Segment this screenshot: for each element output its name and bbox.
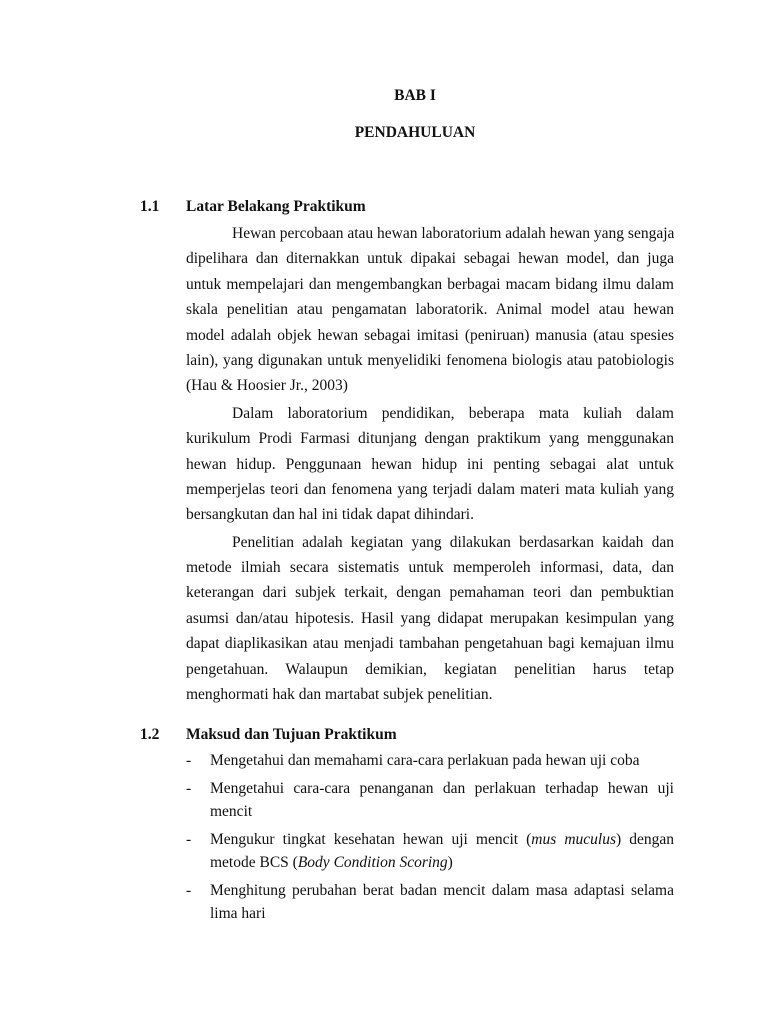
text-segment: lima hari <box>210 905 266 922</box>
paragraph-line: asumsi dan/atau hipotesis. Hasil yang didapat merupakan kesimpulan yang <box>186 609 674 627</box>
list-item-line <box>210 749 674 773</box>
paragraph-line: keterangan dari subjek terkait, dengan pemahaman teori dan pembuktian <box>186 584 674 602</box>
paragraph-line: Penelitian adalah kegiatan yang dilakukan berdasarkan kaidah dan <box>232 533 674 551</box>
paragraph-line: pengetahuan. Walaupun demikian, kegiatan penelitian harus tetap <box>186 660 674 678</box>
list-item-line <box>210 902 674 926</box>
italic-term: Body Condition Scoring <box>297 854 448 871</box>
paragraph-line: skala penelitian atau pengamatan laboratorik. Animal model atau hewan <box>186 301 674 319</box>
section-number: 1.2 <box>140 726 160 743</box>
section-number: 1.1 <box>140 198 160 215</box>
paragraph <box>186 530 674 708</box>
paragraph-line: hewan hidup. Penggunaan hewan hidup ini penting sebagai alat untuk <box>186 455 674 473</box>
paragraph-line: Hewan percobaan atau hewan laboratorium adalah hewan yang sengaja <box>232 225 675 242</box>
section-body <box>186 221 674 709</box>
paragraph-line: dapat diaplikasikan atau menjadi tambahan pengetahuan bagi kemajuan ilmu <box>186 635 674 653</box>
section-heading: Maksud dan Tujuan Praktikum <box>186 726 397 743</box>
paragraph-line: bersangkutan dan hal ini tidak dapat dihindari. <box>186 506 474 524</box>
list-item-line <box>210 879 674 903</box>
text-segment: ) <box>447 854 453 871</box>
paragraph-line: kurikulum Prodi Farmasi ditunjang dengan praktikum yang menggunakan <box>186 430 674 448</box>
text-segment: mencit <box>210 803 253 820</box>
bullet-dash: - <box>186 779 192 797</box>
paragraph <box>186 221 674 399</box>
list-item-line <box>210 828 674 852</box>
paragraph-line: dipelihara dan diternakkan untuk dipakai sebagai hewan model, dan juga <box>186 250 674 268</box>
paragraph-line: metode ilmiah secara sistematis untuk memperoleh informasi, data, dan <box>186 559 674 577</box>
list-item-line <box>210 851 674 875</box>
text-segment: metode BCS ( <box>210 854 298 871</box>
text-segment: Mengukur tingkat kesehatan hewan uji mencit ( <box>210 830 532 848</box>
list-item <box>186 777 674 824</box>
italic-term: mus muculus <box>531 830 617 848</box>
chapter-number: BAB I <box>394 87 436 104</box>
list-item <box>186 828 674 875</box>
text-segment: Mengetahui dan memahami cara-cara perlakuan pada hewan uji coba <box>210 752 640 769</box>
chapter-title: PENDAHULUAN <box>354 124 476 141</box>
paragraph-line: lain), yang digunakan untuk menyelidiki fenomena biologis atau patobiologis <box>186 351 674 369</box>
bullet-dash: - <box>186 752 192 769</box>
text-segment: ) dengan <box>616 830 675 848</box>
bullet-dash: - <box>186 881 192 899</box>
paragraph-line: untuk mempelajari dan mengembangkan berbagai macam bidang ilmu dalam <box>186 275 674 293</box>
text-segment: Mengetahui cara-cara penanganan dan perlakuan terhadap hewan uji <box>210 779 674 797</box>
paragraph-line: memperjelas teori dan fenomena yang terjadi dalam materi mata kuliah yang <box>186 480 674 498</box>
list-item-line <box>210 777 674 801</box>
paragraph-line: model adalah objek hewan sebagai imitasi (peniruan) manusia (atau spesies <box>186 326 674 344</box>
bullet-dash: - <box>186 830 192 848</box>
paragraph-line: menghormati hak dan martabat subjek penelitian. <box>186 686 493 704</box>
paragraph-line: Dalam laboratorium pendidikan, beberapa mata kuliah dalam <box>232 404 674 422</box>
section-heading: Latar Belakang Praktikum <box>186 198 366 215</box>
text-segment: Menghitung perubahan berat badan mencit dalam masa adaptasi selama <box>210 881 674 899</box>
list-item-line <box>210 800 674 824</box>
paragraph <box>186 401 674 528</box>
list-item <box>186 749 674 773</box>
list-item <box>186 879 674 926</box>
objectives-list <box>186 749 674 930</box>
paragraph-line: (Hau & Hoosier Jr., 2003) <box>186 377 348 395</box>
